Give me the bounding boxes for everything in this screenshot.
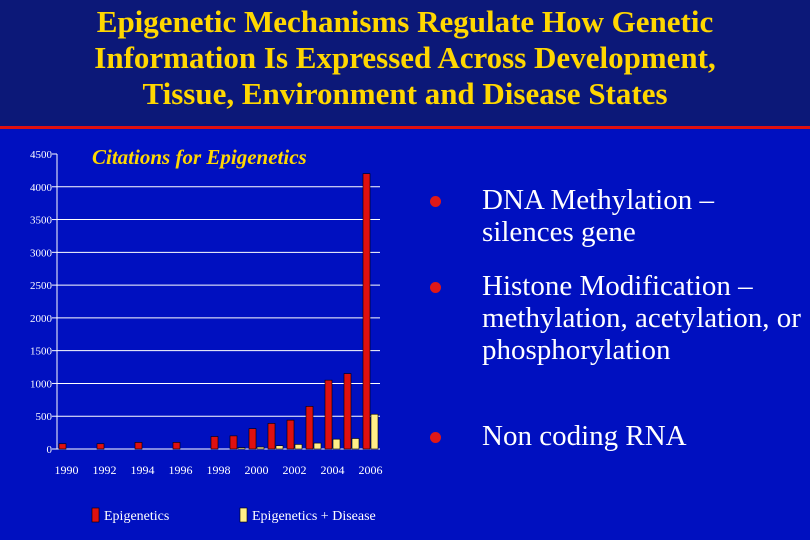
- bar-epigenetics: [325, 380, 332, 449]
- x-tick-label: 1998: [206, 463, 231, 477]
- legend-label: Epigenetics: [104, 509, 170, 524]
- bar-epigenetics-disease: [276, 446, 283, 449]
- bar-epigenetics-disease: [352, 439, 359, 449]
- bar-epigenetics: [344, 374, 351, 449]
- title-divider: [0, 126, 810, 129]
- bar-epigenetics-disease: [257, 447, 264, 449]
- bar-epigenetics-disease: [238, 448, 245, 449]
- bullet-text: Histone Modification – methylation, acetylation, or phosphorylation: [482, 270, 801, 366]
- bar-epigenetics: [306, 406, 313, 449]
- x-tick-label: 2002: [282, 463, 307, 477]
- bullet-dot-icon: [430, 196, 441, 207]
- bar-epigenetics: [135, 442, 142, 449]
- citations-chart: [0, 130, 430, 540]
- x-tick-label: 2004: [320, 463, 345, 477]
- y-tick-label: 4000: [30, 181, 52, 194]
- bar-epigenetics-disease: [333, 439, 340, 449]
- y-tick-label: 2000: [30, 312, 52, 325]
- bar-epigenetics: [97, 444, 104, 449]
- title-line-2: Information Is Expressed Across Development,: [94, 40, 716, 75]
- y-tick-label: 500: [35, 411, 52, 424]
- bar-epigenetics: [363, 174, 370, 449]
- bar-epigenetics: [230, 436, 237, 449]
- y-tick-label: 4500: [30, 149, 52, 161]
- x-tick-label: 2006: [358, 463, 383, 477]
- bar-epigenetics-disease: [314, 443, 321, 449]
- y-tick-label: 3000: [30, 247, 52, 260]
- x-tick-label: 1996: [168, 463, 193, 477]
- slide-title: [0, 4, 810, 112]
- bar-epigenetics: [211, 437, 218, 449]
- legend-swatch: [92, 508, 99, 522]
- y-tick-label: 1500: [30, 345, 52, 358]
- y-tick-label: 3500: [30, 214, 52, 227]
- y-tick-label: 1000: [30, 378, 52, 391]
- bar-epigenetics: [59, 444, 66, 449]
- bullet-dot-icon: [430, 432, 441, 443]
- x-tick-label: 2000: [244, 463, 269, 477]
- legend-swatch: [240, 508, 247, 522]
- y-tick-label: 2500: [30, 280, 52, 293]
- bullet-text: Non coding RNA: [482, 420, 687, 452]
- x-tick-label: 1994: [130, 463, 155, 477]
- bar-epigenetics: [173, 442, 180, 449]
- bar-epigenetics: [287, 420, 294, 449]
- legend-label: Epigenetics + Disease: [252, 509, 376, 524]
- y-tick-label: 0: [46, 444, 52, 456]
- x-tick-label: 1992: [92, 463, 117, 477]
- bar-epigenetics: [249, 429, 256, 449]
- title-line-1: Epigenetic Mechanisms Regulate How Genetic: [96, 4, 714, 39]
- bar-epigenetics-disease: [295, 444, 302, 449]
- x-tick-label: 1990: [54, 463, 79, 477]
- title-line-3: Tissue, Environment and Disease States: [142, 76, 668, 111]
- bar-epigenetics-disease: [371, 414, 378, 449]
- bullet-dot-icon: [430, 282, 441, 293]
- bar-epigenetics: [268, 423, 275, 449]
- bullet-text: DNA Methylation – silences gene: [482, 184, 714, 248]
- chart-title: Citations for Epigenetics: [92, 145, 307, 169]
